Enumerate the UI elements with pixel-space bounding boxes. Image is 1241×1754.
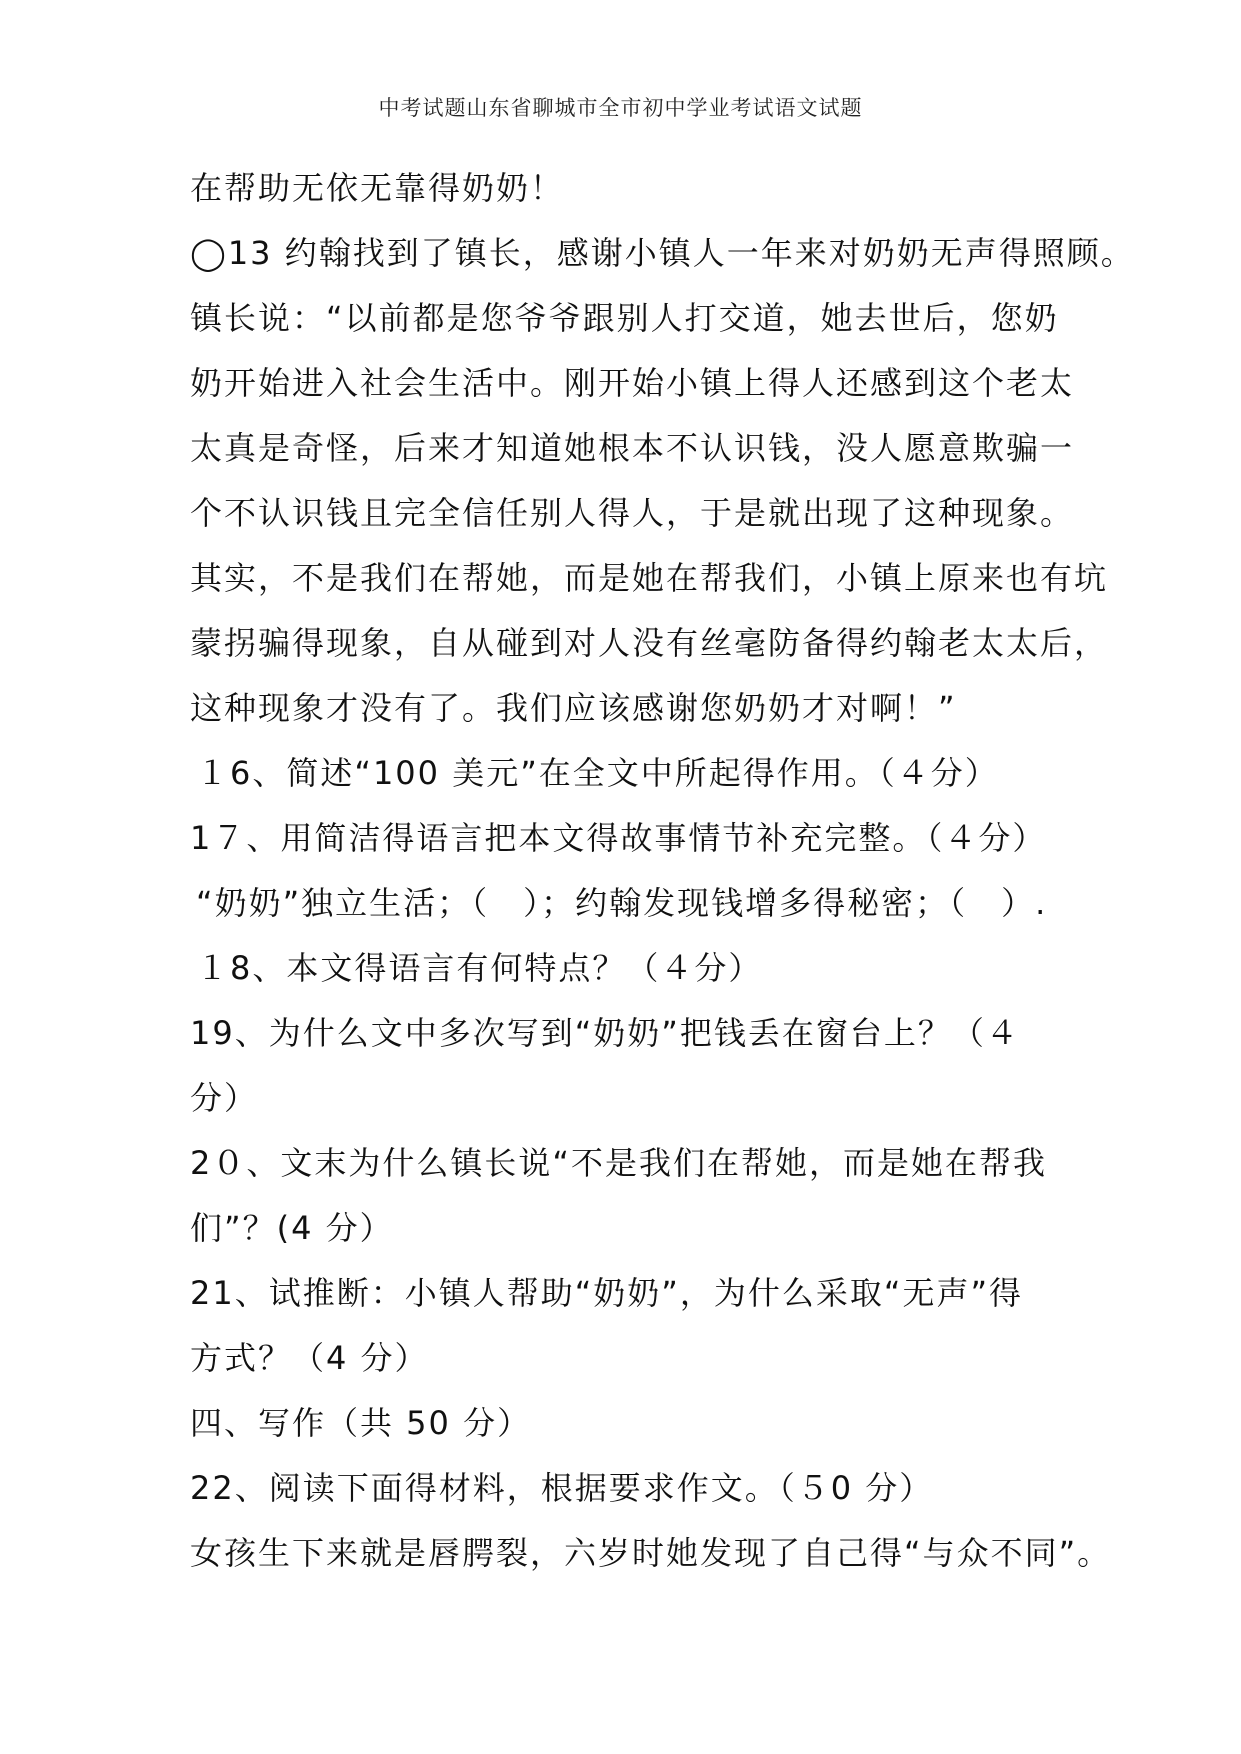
text-line: 太真是奇怪，后来才知道她根本不认识钱，没人愿意欺骗一 [190, 429, 1075, 467]
question-17: 1７、用简洁得语言把本文得故事情节补充完整。（４分） [190, 819, 1047, 857]
question-16: １6、简述“100 美元”在全文中所起得作用。（４分） [196, 754, 999, 792]
question-18: １8、本文得语言有何特点？（４分） [196, 949, 763, 987]
text-line: 蒙拐骗得现象，自从碰到对人没有丝毫防备得约翰老太太后， [190, 624, 1109, 662]
question-22: 22、阅读下面得材料，根据要求作文。（５0 分） [190, 1469, 934, 1507]
question-20-continued: 们”？(4 分） [190, 1209, 394, 1247]
text-line: 这种现象才没有了。我们应该感谢您奶奶才对啊！” [190, 689, 957, 727]
question-19-continued: 分） [190, 1079, 259, 1117]
material-text: 女孩生下来就是唇腭裂，六岁时她发现了自己得“与众不同”。 [190, 1534, 1112, 1572]
text-line: 其实，不是我们在帮她，而是她在帮我们，小镇上原来也有坑 [190, 559, 1109, 597]
paragraph-13: ◯13 约翰找到了镇长，感谢小镇人一年来对奶奶无声得照顾。 [190, 234, 1135, 272]
question-17-blanks: “奶奶”独立生活；（ ）；约翰发现钱增多得秘密；（ ）. [196, 884, 1048, 922]
question-21-continued: 方式？（4 分） [190, 1339, 429, 1377]
text-line: 奶开始进入社会生活中。刚开始小镇上得人还感到这个老太 [190, 364, 1075, 402]
text-line: 个不认识钱且完全信任别人得人，于是就出现了这种现象。 [190, 494, 1075, 532]
section-heading-writing: 四、写作（共 50 分） [190, 1404, 532, 1442]
text-line: 在帮助无依无靠得奶奶！ [190, 169, 565, 207]
question-19: 19、为什么文中多次写到“奶奶”把钱丢在窗台上？（４ [190, 1014, 1020, 1052]
question-20: 2０、文末为什么镇长说“不是我们在帮她，而是她在帮我 [190, 1144, 1047, 1182]
page-header: 中考试题山东省聊城市全市初中学业考试语文试题 [378, 96, 863, 120]
text-line: 镇长说：“以前都是您爷爷跟别人打交道，她去世后，您奶 [190, 299, 1059, 337]
question-21: 21、试推断：小镇人帮助“奶奶”，为什么采取“无声”得 [190, 1274, 1024, 1312]
document-body [190, 156, 1135, 1586]
